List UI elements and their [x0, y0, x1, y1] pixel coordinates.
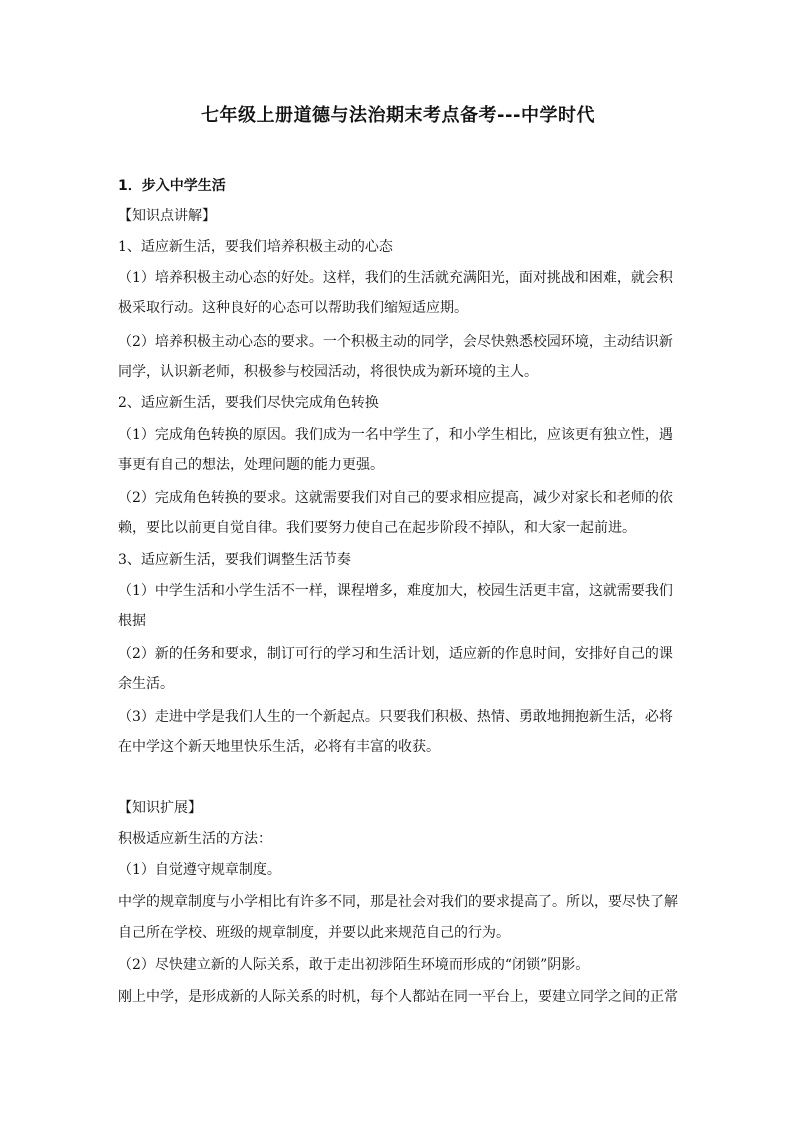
paragraph-line: （3）走进中学是我们人生的一个新起点。只要我们积极、热情、勇敢地拥抱新生活，必将 — [118, 709, 673, 725]
paragraph-line: （2）新的任务和要求，制订可行的学习和生活计划，适应新的作息时间，安排好自己的课 — [118, 646, 673, 662]
paragraph-line: 自己所在学校、班级的规章制度，并要以此来规范自己的行为。 — [118, 925, 510, 941]
section-heading: 1．步入中学生活 — [118, 178, 226, 194]
paragraph-line: 根据 — [118, 613, 146, 629]
method1-heading: （1）自觉遵守规章制度。 — [118, 862, 281, 878]
knowledge-label: 【知识点讲解】 — [118, 208, 216, 224]
extension-intro: 积极适应新生活的方法： — [118, 831, 272, 847]
paragraph-line: 中学的规章制度与小学相比有许多不同，那是社会对我们的要求提高了。所以，要尽快了解 — [118, 894, 678, 910]
paragraph-line: 在中学这个新天地里快乐生活，必将有丰富的收获。 — [118, 739, 440, 755]
point2-heading: 2、适应新生活，要我们尽快完成角色转换 — [118, 395, 379, 411]
paragraph-line: （2）完成角色转换的要求。这就需要我们对自己的要求相应提高，减少对家长和老师的依 — [118, 490, 673, 506]
paragraph-line: 极采取行动。这种良好的心态可以帮助我们缩短适应期。 — [118, 300, 468, 316]
paragraph-line: 余生活。 — [118, 676, 174, 692]
paragraph-line: （1）培养积极主动心态的好处。这样，我们的生活就充满阳光，面对挑战和困难，就会积 — [118, 270, 673, 286]
method2-heading: （2）尽快建立新的人际关系，敢于走出初涉陌生环境而形成的“闭锁”阴影。 — [118, 957, 590, 973]
extension-label: 【知识扩展】 — [118, 800, 202, 816]
paragraph-line: （1）完成角色转换的原因。我们成为一名中学生了，和小学生相比，应该更有独立性，遇 — [118, 427, 673, 443]
document-title: 七年级上册道德与法治期末考点备考---中学时代 — [201, 105, 595, 126]
paragraph-line: （2）培养积极主动心态的要求。一个积极主动的同学，会尽快熟悉校园环境，主动结识新 — [118, 334, 673, 350]
point1-heading: 1、适应新生活，要我们培养积极主动的心态 — [118, 239, 393, 255]
paragraph-line: 同学，认识新老师，积极参与校园活动，将很快成为新环境的主人。 — [118, 364, 538, 380]
paragraph-line: （1）中学生活和小学生活不一样，课程增多，难度加大，校园生活更丰富，这就需要我们 — [118, 583, 673, 599]
paragraph-line: 事更有自己的想法，处理问题的能力更强。 — [118, 457, 384, 473]
paragraph-line: 刚上中学，是形成新的人际关系的时机，每个人都站在同一平台上，要建立同学之间的正常 — [118, 989, 678, 1005]
paragraph-line: 赖，要比以前更自觉自律。我们要努力使自己在起步阶段不掉队，和大家一起前进。 — [118, 520, 636, 536]
point3-heading: 3、适应新生活，要我们调整生活节奏 — [118, 552, 351, 568]
